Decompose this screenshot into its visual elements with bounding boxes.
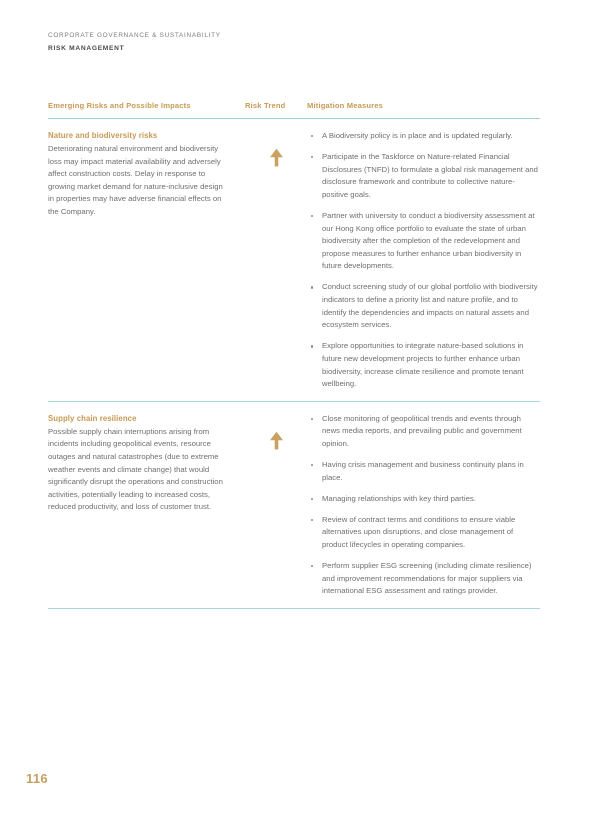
arrow-up-icon bbox=[269, 431, 284, 450]
list-item: A Biodiversity policy is in place and is updated regularly. bbox=[309, 130, 540, 143]
risk-title: Supply chain resilience bbox=[48, 413, 137, 423]
arrow-up-icon bbox=[269, 148, 284, 167]
list-item: Participate in the Taskforce on Nature-related Financial Disclosures (TNFD) to formulate a global risk management and disclosure framework and contribute to collective nature-positive goals. bbox=[309, 151, 540, 201]
column-header-risk-trend: Risk Trend bbox=[245, 101, 286, 110]
risk-description: Possible supply chain interruptions arising from incidents including geopolitical events, resource outages and natural catastrophes (due to extreme weather events and climate change) that would significantly disrupt the operations and construction activities, potentially leading to increased costs, reduced productivity, and loss of customer trust. bbox=[48, 426, 223, 512]
table-row bbox=[48, 402, 540, 609]
risk-title: Nature and biodiversity risks bbox=[48, 131, 158, 140]
list-item: Partner with university to conduct a biodiversity assessment at our Hong Kong office portfolio to evaluate the state of urban biodiversity after the completion of the redevelopment and propose measures to further enhance urban biodiversity in future developments. bbox=[309, 210, 540, 273]
running-head bbox=[48, 30, 448, 54]
risk-management-table bbox=[48, 100, 540, 609]
mitigation-cell bbox=[307, 413, 540, 598]
column-header-mitigation: Mitigation Measures bbox=[307, 101, 384, 110]
page-number: 116 bbox=[26, 771, 48, 786]
list-item: Review of contract terms and conditions to ensure viable alternatives upon disruptions, and close management of product lifecycles in operating companies. bbox=[309, 514, 540, 552]
list-item: Close monitoring of geopolitical trends and events through news media reports, and prevailing public and government opinion. bbox=[309, 413, 540, 451]
mitigation-list bbox=[309, 413, 540, 598]
list-item: Perform supplier ESG screening (including climate resilience) and improvement recommendations for major suppliers via international ESG assessment and ratings provider. bbox=[309, 560, 540, 598]
mitigation-list bbox=[309, 130, 540, 391]
risk-trend-cell bbox=[245, 130, 307, 167]
risk-description: Deteriorating natural environment and biodiversity loss may impact material availability and adversely affect construction costs. Delay in response to growing market demand for nature-inclusive design in properties may have adverse financial effects on the Company. bbox=[48, 144, 223, 217]
list-item: Having crisis management and business continuity plans in place. bbox=[309, 459, 540, 484]
table-header-row bbox=[48, 100, 540, 119]
list-item: Managing relationships with key third parties. bbox=[309, 493, 540, 506]
running-head-section: CORPORATE GOVERNANCE & SUSTAINABILITY bbox=[48, 32, 221, 39]
mitigation-cell bbox=[307, 130, 540, 391]
list-item: Explore opportunities to integrate nature-based solutions in future new development projects to further enhance urban biodiversity, increase climate resilience and promote tenant wellbeing. bbox=[309, 340, 540, 390]
risk-trend-cell bbox=[245, 413, 307, 450]
list-item: Conduct screening study of our global portfolio with biodiversity indicators to define a priority list and nature profile, and to identify the dependencies and impacts on natural assets and ecosystem services. bbox=[309, 281, 540, 331]
column-header-risks: Emerging Risks and Possible Impacts bbox=[48, 101, 191, 110]
running-head-subsection: RISK MANAGEMENT bbox=[48, 45, 125, 52]
table-row bbox=[48, 119, 540, 402]
risk-cell bbox=[48, 413, 245, 514]
risk-cell bbox=[48, 130, 245, 219]
